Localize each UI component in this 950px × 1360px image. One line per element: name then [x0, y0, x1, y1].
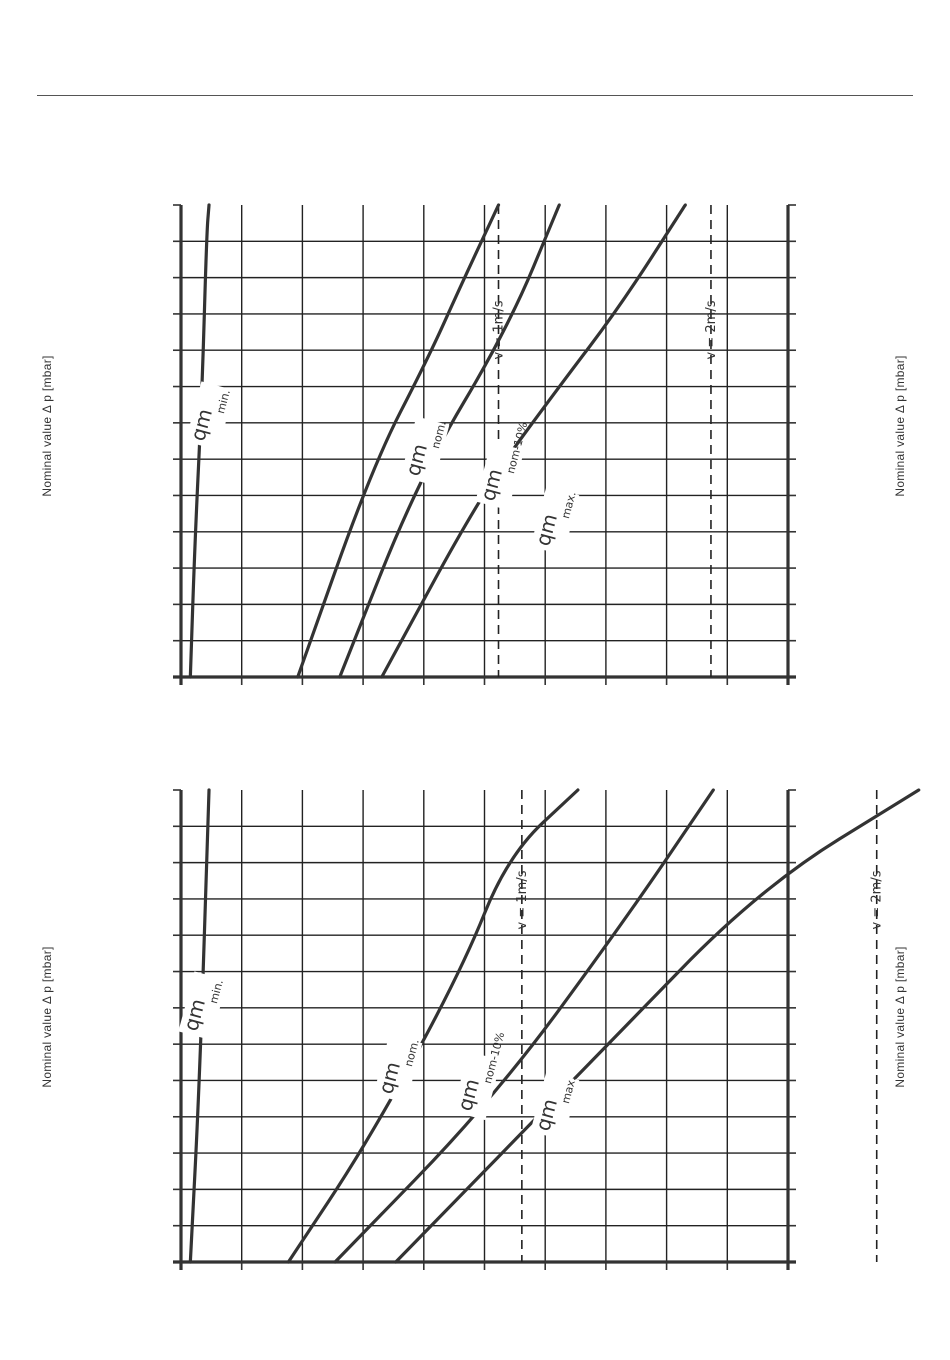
curve-label-main: qm — [475, 466, 507, 504]
curve-label-main: qm — [185, 406, 217, 444]
series-line — [340, 205, 559, 677]
curve-label-sub: max. — [559, 490, 579, 521]
ylabel-chart1-left: Nominal value Δ p [mbar] — [40, 355, 54, 497]
curve-label-sub: min. — [214, 388, 233, 416]
reference-label: v = 1m/s — [491, 300, 507, 360]
reference-label: v = 2m/s — [703, 300, 719, 360]
series-line — [396, 790, 919, 1262]
curve-label-sub: max. — [559, 1075, 579, 1106]
series-line — [288, 790, 577, 1262]
curve-label-sub: min. — [207, 978, 226, 1006]
ylabel-chart2-left: Nominal value Δ p [mbar] — [40, 946, 54, 1088]
curve-label-sub: nom. — [429, 419, 449, 451]
reference-label: v = 2m/s — [869, 870, 885, 930]
curve-label-main: qm — [373, 1059, 405, 1097]
curve-label-main: qm — [530, 1096, 562, 1134]
curve-label-main: qm — [452, 1076, 484, 1114]
series-line — [298, 205, 499, 677]
curve-label — [372, 1032, 422, 1103]
reference-label: v = 1m/s — [514, 870, 530, 930]
curve-label-sub: nom-10% — [504, 420, 531, 476]
series-line — [335, 790, 713, 1262]
curve-label-main: qm — [400, 441, 432, 479]
curve-label — [184, 381, 234, 450]
curve-label-sub: nom-10% — [481, 1030, 508, 1086]
curve-label-main: qm — [530, 511, 562, 549]
chart-1 — [173, 205, 796, 685]
curve-label-main: qm — [178, 996, 210, 1034]
chart-2 — [173, 790, 919, 1270]
curve-label-sub: nom. — [402, 1037, 422, 1069]
curve-label — [177, 971, 227, 1040]
ylabel-chart1-right: Nominal value Δ p [mbar] — [893, 355, 907, 497]
curve-label — [451, 1025, 508, 1120]
curve-label — [399, 414, 449, 485]
ylabel-chart2-right: Nominal value Δ p [mbar] — [893, 946, 907, 1088]
